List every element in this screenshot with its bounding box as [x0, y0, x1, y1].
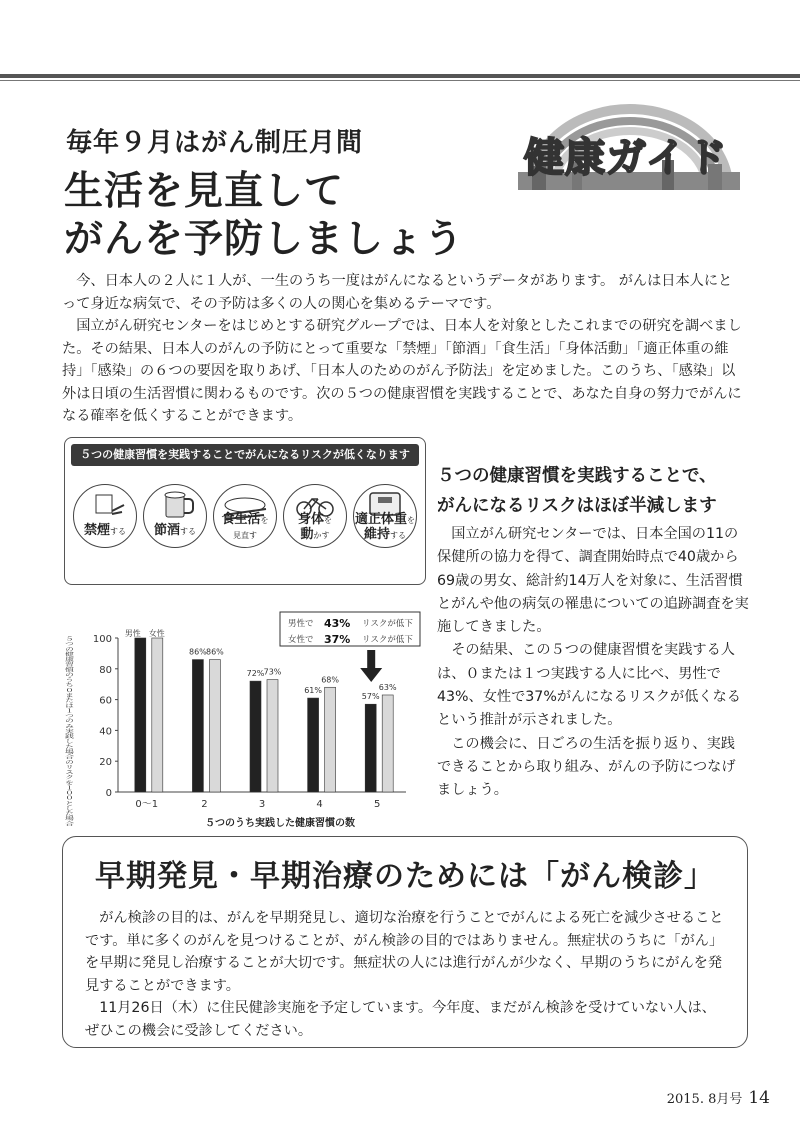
annotation-value: 37% [324, 633, 351, 646]
risk-paragraph-1: 国立がん研究センターでは、日本全国の11の保健所の協力を得て、調査開始時点で40歳から69歳の男女、総計約14万人を対象に、生活習慣とがんや他の病気の罹患についての追跡調査を実施してきました。 [437, 526, 749, 636]
risk-chart [56, 610, 436, 832]
health-guide-badge [512, 102, 746, 192]
x-tick-label: 4 [316, 799, 323, 810]
annotation-pre: 男性で [288, 619, 314, 629]
annotation-pre: 女性で [288, 635, 314, 645]
screening-body [85, 907, 725, 1042]
title-line-1: 生活を見直して [64, 169, 345, 214]
risk-paragraph-3: この機会に、日ごろの生活を振り返り、実践できることから取り組み、がんの予防につなげましょう。 [437, 735, 736, 799]
habit-no-smoking [73, 484, 137, 548]
annotation-value: 43% [324, 617, 351, 630]
bar-male [308, 698, 319, 792]
habit-label-smoking: 禁煙 [83, 523, 110, 538]
intro-text [62, 270, 746, 428]
legend-male: 男性 [124, 629, 141, 638]
y-tick-label: 100 [92, 634, 112, 645]
y-tick-label: 60 [99, 695, 112, 707]
arrow-shaft [367, 650, 375, 668]
habits-header: ５つの健康習慣を実践することでがんになるリスクが低くなります [71, 444, 419, 466]
x-tick-label: 3 [258, 799, 266, 810]
x-tick-label: 5 [374, 799, 381, 810]
habit-exercise [283, 484, 347, 548]
habit-suffix-exercise-2: かす [313, 531, 330, 540]
legend-female: 女性 [148, 629, 165, 638]
risk-chart-svg [56, 610, 436, 832]
page-footer [667, 1088, 770, 1108]
data-label: 73% [263, 667, 282, 677]
page-subtitle: 毎年９月はがん制圧月間 [66, 128, 364, 158]
screening-section [62, 836, 748, 1048]
data-label: 63% [378, 682, 397, 692]
habits-box [64, 437, 426, 585]
habit-label-weight: 適正体重 [354, 512, 407, 527]
y-tick-label: 40 [99, 726, 112, 738]
badge-text: 健康ガイド [524, 135, 728, 181]
habit-weight [353, 484, 417, 548]
y-tick-label: 20 [99, 757, 112, 769]
habit-label-diet: 食生活 [221, 512, 261, 527]
screening-paragraph-2: 11月26日（木）に住民健診実施を予定しています。今年度、まだがん検診を受けていない人は、ぜひこの機会に受診してください。 [85, 1000, 716, 1039]
bar-female [382, 695, 393, 792]
habit-label-exercise-2: 動 [300, 527, 314, 542]
y-tick-label: 80 [99, 664, 112, 676]
page-number: 14 [748, 1088, 770, 1108]
bar-female [209, 660, 220, 792]
annotation-post: リスクが低下 [362, 635, 413, 645]
arrow-head [360, 668, 382, 682]
y-tick-label: 0 [105, 788, 112, 799]
bar-male [365, 704, 376, 792]
bar-female [325, 687, 336, 792]
data-label: 57% [361, 692, 380, 702]
habit-suffix-diet: を [260, 516, 269, 525]
habit-diet [213, 484, 277, 548]
bar-male [250, 681, 261, 792]
data-label: 68% [321, 675, 339, 685]
risk-heading [437, 461, 757, 521]
page-title [64, 168, 464, 264]
issue-label: 2015. 8月号 [666, 1092, 743, 1107]
risk-paragraph-2: その結果、この５つの健康習慣を実践する人は、０または１つ実践する人に比べ、男性で43%、女性で37%がんになるリスクが低くなるという推計が示されました。 [437, 642, 741, 729]
x-tick-label: 2 [201, 799, 208, 810]
bar-male [135, 638, 146, 792]
risk-heading-line-2: がんになるリスクはほぼ半減します [437, 496, 717, 516]
y-axis-label: ５つの健康習慣のうち０または１つのみ実践した場合のリスクを１００とした場合 [63, 636, 73, 832]
data-label: 72% [246, 669, 265, 679]
top-rule [0, 74, 800, 78]
bar-male [192, 660, 203, 792]
risk-heading-line-1: ５つの健康習慣を実践することで、 [437, 466, 717, 486]
risk-body [437, 523, 749, 803]
intro-paragraph-1: 今、日本人の２人に１人が、一生のうち一度はがんになるというデータがあります。 がんは日本人にとって身近な病気で、その予防は多くの人の関心を集めるテーマです。 [62, 273, 733, 312]
habit-suffix-weight: を [407, 516, 415, 525]
intro-paragraph-2: 国立がん研究センターをはじめとする研究グループでは、日本人を対象としたこれまでの研究を調べました。その結果、日本人のがんの予防にとって重要な「禁煙」「節酒」「食生活」「身体活動」「適正体重の維持」「感染」の６つの要因を取りあげ、「日本人のためのがん予防法」を定めました。このうち、「感染」以外は日頃の生活習慣に関わるものです。次の５つの健康習慣を実践することで、あなた自身の努力でがんになる確率を低くすることができます。 [62, 318, 742, 424]
habit-moderate-drinking [143, 484, 207, 548]
top-rule-thin [0, 80, 800, 81]
habit-label-drinking: 節酒 [153, 523, 180, 538]
habit-suffix-weight-2: する [390, 531, 406, 540]
x-axis-label: ５つのうち実践した健康習慣の数 [205, 818, 355, 829]
screening-title: 早期発見・早期治療のためには「がん検診」 [95, 859, 715, 894]
screening-paragraph-1: がん検診の目的は、がんを早期発見し、適切な治療を行うことでがんによる死亡を減少させることです。単に多くのがんを見つけることが、がん検診の目的ではありません。無症状のうちに「がん」を早期に発見し治療することが大切です。無症状の人には進行がんが少なく、早期のうちにがんを発見することができます。 [85, 910, 724, 994]
habit-suffix-smoking: する [110, 527, 126, 536]
data-label: 61% [304, 686, 322, 696]
habit-label-exercise: 身体 [297, 512, 324, 527]
title-line-2: がんを予防しましょう [64, 217, 465, 262]
x-tick-label: 0～1 [135, 799, 159, 810]
data-label: 86% [206, 647, 224, 657]
annotation-post: リスクが低下 [362, 619, 413, 629]
habit-label-weight-2: 維持 [363, 527, 390, 542]
habit-suffix-drinking: する [180, 527, 196, 536]
habit-sub-diet: 見直す [233, 531, 257, 540]
bar-female [267, 680, 278, 792]
habits-circles [73, 484, 417, 548]
habit-suffix-exercise: を [324, 516, 332, 525]
bar-female [152, 638, 163, 792]
data-label: 86% [189, 647, 207, 657]
